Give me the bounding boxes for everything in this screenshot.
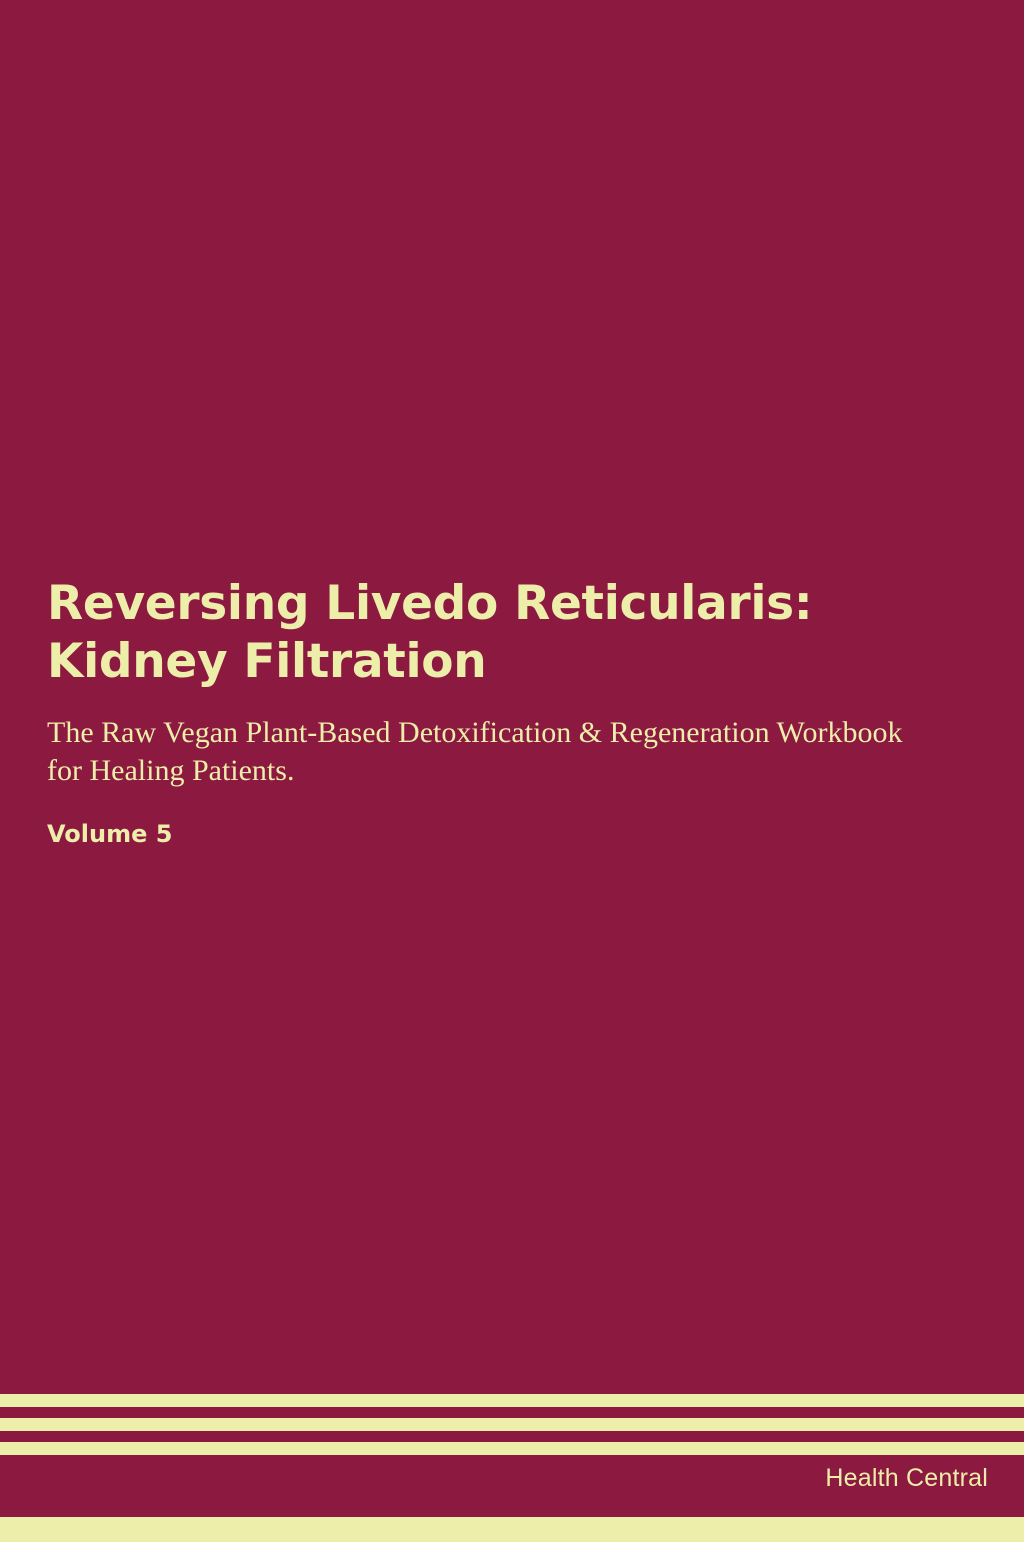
stripe-light-3 bbox=[0, 1442, 1024, 1455]
cover-stripe-band bbox=[0, 1394, 1024, 1542]
cover-title-block bbox=[47, 575, 947, 848]
cover-subtitle: The Raw Vegan Plant-Based Detoxification & Regeneration Workbook for Healing Patients. bbox=[47, 715, 903, 787]
stripe-light-2 bbox=[0, 1418, 1024, 1431]
cover-volume-label: Volume 5 bbox=[47, 820, 173, 849]
page-title: Reversing Livedo Reticularis: Kidney Filtration bbox=[47, 576, 813, 690]
publisher-name: Health Central bbox=[825, 1464, 988, 1492]
stripe-dark-1 bbox=[0, 1407, 1024, 1418]
stripe-light-4 bbox=[0, 1517, 1024, 1542]
stripe-dark-2 bbox=[0, 1431, 1024, 1442]
stripe-light-1 bbox=[0, 1394, 1024, 1407]
